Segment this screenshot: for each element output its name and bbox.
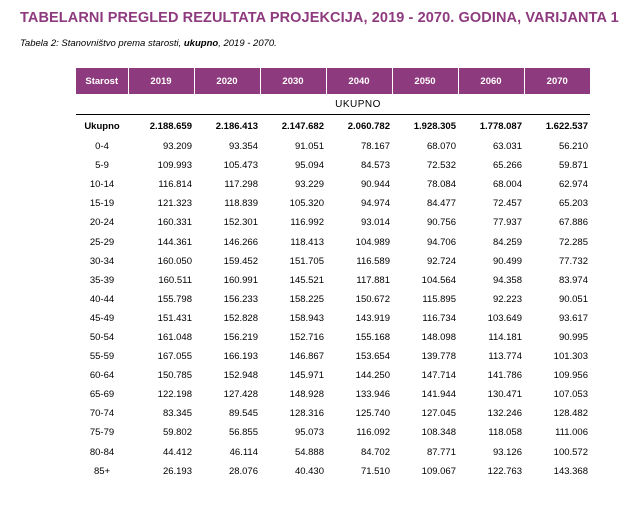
value-cell: 84.702 <box>360 446 390 458</box>
value-cell: 111.006 <box>555 427 588 439</box>
value-cell: 59.871 <box>558 160 588 172</box>
age-group-cell: Ukupno <box>84 120 120 132</box>
age-group-cell: 55-59 <box>89 351 115 363</box>
value-cell: 143.919 <box>355 312 390 324</box>
value-cell: 92.223 <box>492 293 522 305</box>
value-cell: 44.412 <box>162 446 192 458</box>
header-cell: 2070 <box>524 68 590 94</box>
value-cell: 93.617 <box>558 312 588 324</box>
value-cell: 167.055 <box>157 351 192 363</box>
value-cell: 127.428 <box>223 389 258 401</box>
value-cell: 109.956 <box>553 370 588 382</box>
header-cell: 2060 <box>458 68 524 94</box>
table-row <box>76 366 590 385</box>
section-label: UKUPNO <box>76 94 590 115</box>
value-cell: 77.732 <box>558 255 588 267</box>
value-cell: 93.209 <box>162 141 192 153</box>
value-cell: 116.092 <box>356 427 390 439</box>
value-cell: 158.943 <box>289 312 324 324</box>
value-cell: 90.756 <box>426 217 456 229</box>
value-cell: 100.572 <box>553 446 588 458</box>
value-cell: 1.778.087 <box>479 120 522 132</box>
value-cell: 122.198 <box>157 389 192 401</box>
value-cell: 94.974 <box>360 198 390 210</box>
table-row <box>76 462 590 481</box>
section-row <box>76 94 590 115</box>
value-cell: 46.114 <box>229 446 258 458</box>
value-cell: 101.303 <box>553 351 588 363</box>
table-row <box>76 328 590 347</box>
table-caption <box>20 38 277 49</box>
value-cell: 160.050 <box>157 255 192 267</box>
age-group-cell: 20-24 <box>89 217 115 229</box>
value-cell: 93.229 <box>294 179 324 191</box>
value-cell: 68.070 <box>426 141 456 153</box>
value-cell: 2.060.782 <box>347 120 390 132</box>
caption-prefix: Tabela 2: Stanovništvo prema starosti, <box>20 38 184 49</box>
value-cell: 113.774 <box>488 351 522 363</box>
value-cell: 160.331 <box>157 217 192 229</box>
value-cell: 87.771 <box>426 446 456 458</box>
value-cell: 114.181 <box>488 331 522 343</box>
table-row <box>76 156 590 175</box>
value-cell: 150.672 <box>355 293 390 305</box>
value-cell: 28.076 <box>228 465 258 477</box>
value-cell: 152.716 <box>289 331 324 343</box>
value-cell: 78.167 <box>360 141 390 153</box>
value-cell: 116.734 <box>422 312 456 324</box>
value-cell: 105.320 <box>289 198 324 210</box>
value-cell: 104.564 <box>421 274 456 286</box>
age-group-cell: 30-34 <box>89 255 115 267</box>
value-cell: 1.928.305 <box>413 120 456 132</box>
value-cell: 72.457 <box>492 198 522 210</box>
value-cell: 56.210 <box>558 141 588 153</box>
value-cell: 144.361 <box>157 236 192 248</box>
value-cell: 156.233 <box>223 293 258 305</box>
value-cell: 83.345 <box>162 408 192 420</box>
value-cell: 71.510 <box>360 465 390 477</box>
table-row <box>76 213 590 232</box>
value-cell: 90.051 <box>558 293 588 305</box>
value-cell: 67.886 <box>558 217 588 229</box>
age-group-cell: 10-14 <box>89 179 115 191</box>
value-cell: 72.532 <box>426 160 456 172</box>
caption-suffix: , 2019 - 2070. <box>218 38 277 49</box>
page-title: TABELARNI PREGLED REZULTATA PROJEKCIJA, 2019 - 2070. GODINA, VARIJANTA 1 <box>20 10 619 26</box>
table-row <box>76 194 590 213</box>
value-cell: 63.031 <box>492 141 522 153</box>
value-cell: 91.051 <box>294 141 324 153</box>
value-cell: 108.348 <box>421 427 456 439</box>
table-row <box>76 423 590 442</box>
value-cell: 150.785 <box>157 370 192 382</box>
value-cell: 159.452 <box>223 255 258 267</box>
value-cell: 160.991 <box>223 274 258 286</box>
age-group-cell: 50-54 <box>89 331 115 343</box>
value-cell: 93.126 <box>492 446 522 458</box>
value-cell: 128.482 <box>553 408 588 420</box>
table-row <box>76 137 590 156</box>
value-cell: 94.358 <box>492 274 522 286</box>
value-cell: 95.094 <box>294 160 324 172</box>
value-cell: 146.266 <box>223 236 258 248</box>
table-row <box>76 404 590 423</box>
value-cell: 40.430 <box>294 465 324 477</box>
header-cell: 2050 <box>392 68 458 94</box>
value-cell: 65.266 <box>492 160 522 172</box>
value-cell: 145.521 <box>289 274 324 286</box>
value-cell: 117.298 <box>224 179 258 191</box>
value-cell: 2.147.682 <box>281 120 324 132</box>
value-cell: 103.649 <box>487 312 522 324</box>
value-cell: 90.995 <box>558 331 588 343</box>
value-cell: 84.259 <box>492 236 522 248</box>
population-table <box>76 68 590 481</box>
value-cell: 56.855 <box>228 427 258 439</box>
value-cell: 109.993 <box>157 160 192 172</box>
value-cell: 95.073 <box>294 427 324 439</box>
value-cell: 155.168 <box>355 331 390 343</box>
age-group-cell: 5-9 <box>95 160 109 172</box>
total-row <box>76 115 590 138</box>
value-cell: 116.814 <box>158 179 192 191</box>
value-cell: 139.778 <box>421 351 456 363</box>
value-cell: 105.473 <box>223 160 258 172</box>
value-cell: 107.053 <box>553 389 588 401</box>
value-cell: 92.724 <box>426 255 456 267</box>
value-cell: 156.219 <box>223 331 258 343</box>
value-cell: 2.188.659 <box>149 120 192 132</box>
value-cell: 141.786 <box>487 370 522 382</box>
value-cell: 83.974 <box>558 274 588 286</box>
value-cell: 147.714 <box>421 370 456 382</box>
age-group-cell: 15-19 <box>89 198 115 210</box>
header-cell: 2019 <box>128 68 194 94</box>
value-cell: 78.084 <box>426 179 456 191</box>
value-cell: 158.225 <box>289 293 324 305</box>
value-cell: 117.881 <box>356 274 390 286</box>
value-cell: 118.058 <box>488 427 522 439</box>
age-group-cell: 65-69 <box>89 389 115 401</box>
value-cell: 121.323 <box>157 198 192 210</box>
age-group-cell: 35-39 <box>89 274 115 286</box>
value-cell: 152.948 <box>223 370 258 382</box>
header-cell: 2040 <box>326 68 392 94</box>
value-cell: 148.928 <box>289 389 324 401</box>
value-cell: 161.048 <box>157 331 192 343</box>
value-cell: 77.937 <box>492 217 522 229</box>
value-cell: 104.989 <box>355 236 390 248</box>
header-cell: Starost <box>76 68 128 94</box>
value-cell: 26.193 <box>162 465 192 477</box>
table-row <box>76 271 590 290</box>
table-row <box>76 232 590 251</box>
value-cell: 133.946 <box>355 389 390 401</box>
age-group-cell: 70-74 <box>89 408 115 420</box>
table-row <box>76 290 590 309</box>
age-group-cell: 40-44 <box>89 293 115 305</box>
value-cell: 84.573 <box>360 160 390 172</box>
value-cell: 118.839 <box>224 198 258 210</box>
value-cell: 1.622.537 <box>545 120 588 132</box>
table-row <box>76 309 590 328</box>
header-row <box>76 68 590 94</box>
value-cell: 93.354 <box>228 141 258 153</box>
value-cell: 160.511 <box>158 274 192 286</box>
age-group-cell: 45-49 <box>89 312 115 324</box>
value-cell: 62.974 <box>558 179 588 191</box>
value-cell: 153.654 <box>355 351 390 363</box>
value-cell: 109.067 <box>421 465 456 477</box>
value-cell: 54.888 <box>294 446 324 458</box>
value-cell: 166.193 <box>223 351 258 363</box>
value-cell: 155.798 <box>157 293 192 305</box>
value-cell: 148.098 <box>421 331 456 343</box>
table-row <box>76 347 590 366</box>
value-cell: 151.431 <box>157 312 192 324</box>
table-row <box>76 175 590 194</box>
age-group-cell: 25-29 <box>89 236 115 248</box>
value-cell: 127.045 <box>421 408 456 420</box>
value-cell: 65.203 <box>558 198 588 210</box>
value-cell: 89.545 <box>228 408 258 420</box>
age-group-cell: 0-4 <box>95 141 109 153</box>
table-row <box>76 252 590 271</box>
header-cell: 2020 <box>194 68 260 94</box>
value-cell: 132.246 <box>487 408 522 420</box>
value-cell: 72.285 <box>558 236 588 248</box>
value-cell: 152.828 <box>223 312 258 324</box>
value-cell: 84.477 <box>426 198 456 210</box>
value-cell: 68.004 <box>492 179 522 191</box>
value-cell: 118.413 <box>290 236 324 248</box>
value-cell: 122.763 <box>487 465 522 477</box>
value-cell: 116.992 <box>290 217 324 229</box>
table-row <box>76 385 590 404</box>
age-group-cell: 85+ <box>93 465 111 477</box>
value-cell: 151.705 <box>289 255 324 267</box>
table-row <box>76 443 590 462</box>
value-cell: 94.706 <box>426 236 456 248</box>
value-cell: 93.014 <box>360 217 390 229</box>
value-cell: 128.316 <box>289 408 324 420</box>
caption-bold: ukupno <box>183 38 219 49</box>
age-group-cell: 75-79 <box>89 427 115 439</box>
value-cell: 141.944 <box>421 389 456 401</box>
value-cell: 152.301 <box>223 217 258 229</box>
value-cell: 90.499 <box>492 255 522 267</box>
age-group-cell: 60-64 <box>89 370 115 382</box>
value-cell: 145.971 <box>289 370 324 382</box>
value-cell: 116.589 <box>356 255 390 267</box>
value-cell: 143.368 <box>553 465 588 477</box>
value-cell: 146.867 <box>289 351 324 363</box>
value-cell: 2.186.413 <box>215 120 258 132</box>
value-cell: 90.944 <box>360 179 390 191</box>
value-cell: 125.740 <box>355 408 390 420</box>
header-cell: 2030 <box>260 68 326 94</box>
age-group-cell: 80-84 <box>89 446 115 458</box>
value-cell: 59.802 <box>162 427 192 439</box>
value-cell: 130.471 <box>487 389 522 401</box>
value-cell: 144.250 <box>355 370 390 382</box>
value-cell: 115.895 <box>422 293 456 305</box>
